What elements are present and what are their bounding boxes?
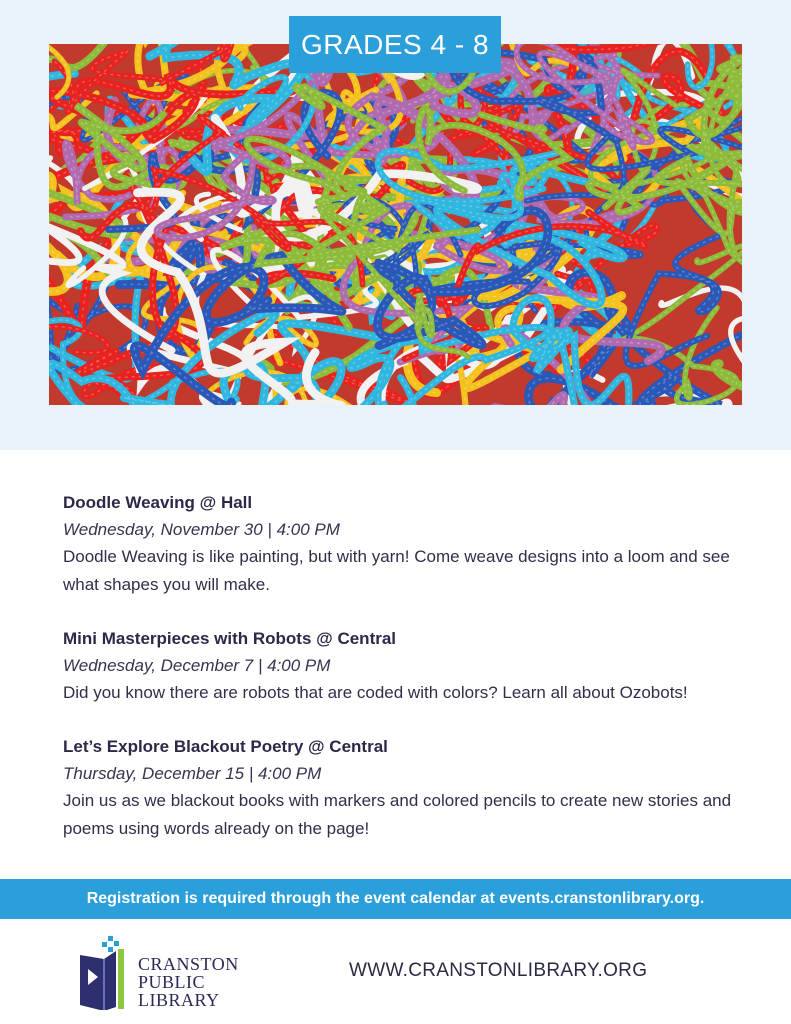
event-item bbox=[63, 625, 753, 707]
event-title: Doodle Weaving @ Hall bbox=[63, 493, 253, 512]
event-title: Let’s Explore Blackout Poetry @ Central bbox=[63, 737, 388, 756]
hero-section bbox=[0, 0, 791, 450]
event-date: Wednesday, December 7 | 4:00 PM bbox=[63, 656, 331, 675]
logo-line: LIBRARY bbox=[138, 990, 220, 1010]
event-description: Doodle Weaving is like painting, but with yarn! Come weave designs into a loom and see what shapes you will make. bbox=[63, 547, 730, 594]
event-date: Thursday, December 15 | 4:00 PM bbox=[63, 764, 322, 783]
event-description: Did you know there are robots that are coded with colors? Learn all about Ozobots! bbox=[63, 683, 688, 702]
event-date: Wednesday, November 30 | 4:00 PM bbox=[63, 520, 340, 539]
logo-wordmark bbox=[138, 955, 239, 1009]
registration-banner: Registration is required through the event calendar at events.cranstonlibrary.org. bbox=[0, 879, 791, 919]
logo-line: PUBLIC bbox=[138, 972, 206, 992]
yarn-photo bbox=[49, 44, 742, 405]
event-description: Join us as we blackout books with markers and colored pencils to create new stories and poems using words already on the page! bbox=[63, 791, 732, 838]
event-title: Mini Masterpieces with Robots @ Central bbox=[63, 629, 397, 648]
book-logo-icon bbox=[78, 935, 134, 1010]
website-link[interactable]: WWW.CRANSTONLIBRARY.ORG bbox=[349, 960, 648, 981]
yarn-illustration bbox=[49, 44, 742, 405]
event-item bbox=[63, 489, 753, 599]
event-item bbox=[63, 733, 753, 843]
logo-line: CRANSTON bbox=[138, 954, 239, 974]
event-list bbox=[63, 489, 753, 869]
library-logo bbox=[78, 935, 248, 1010]
grade-badge: GRADES 4 - 8 bbox=[289, 16, 501, 73]
